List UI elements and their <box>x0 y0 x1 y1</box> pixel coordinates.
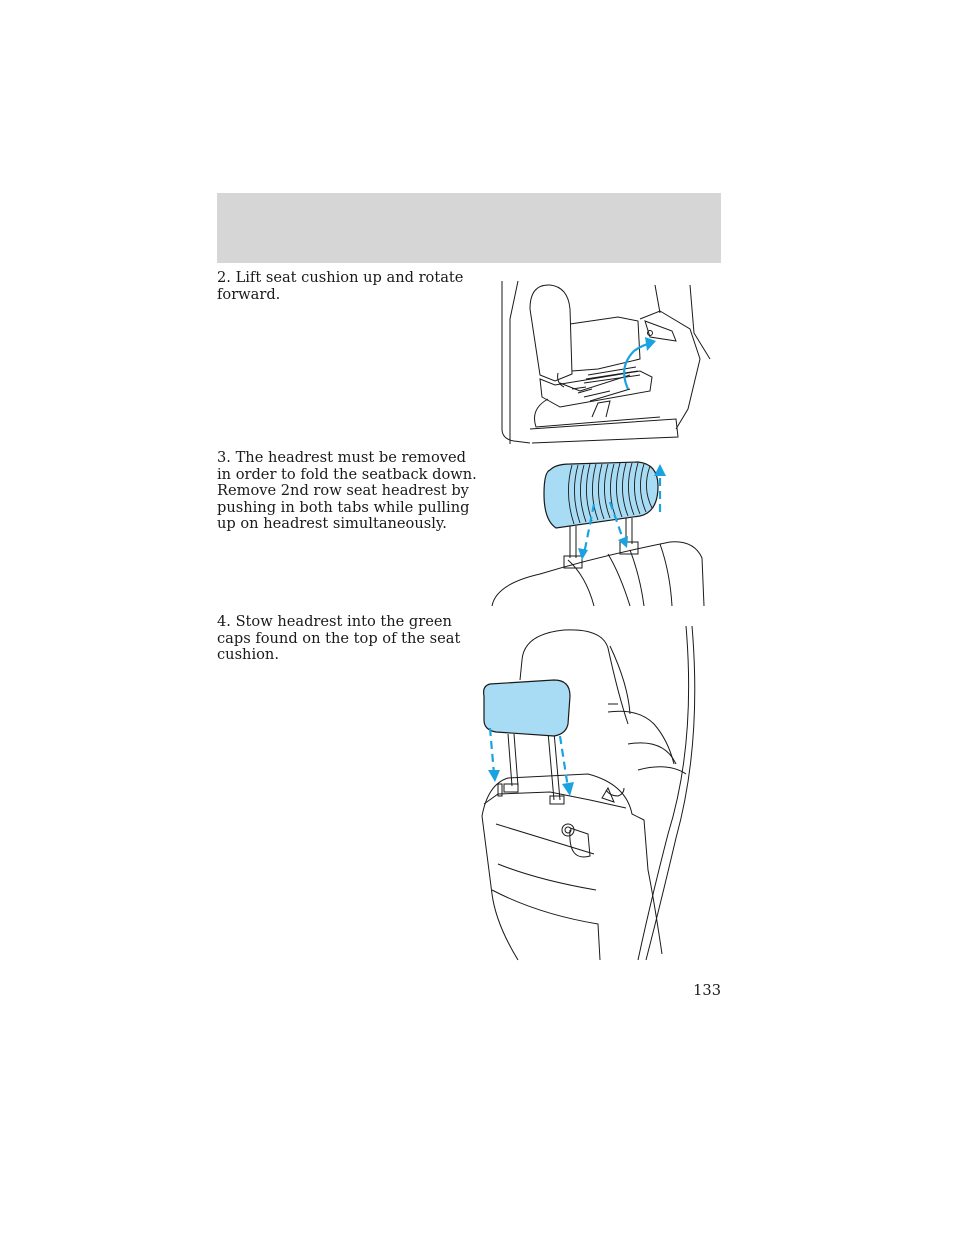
rotate-arrowhead <box>645 337 656 351</box>
stow-arrow-left <box>490 728 494 774</box>
step-4-text: 4. Stow headrest into the green caps found on the top of the seat cushion. <box>217 613 461 663</box>
step-3-text: 3. The headrest must be removed in order to fold the seatback down. Remove 2nd row seat headrest by pushing in both tabs while pulling up on headrest simultaneously. <box>217 449 477 532</box>
page-number: 133 <box>693 982 721 999</box>
headrest-removal-illustration <box>490 456 706 608</box>
headrest-removal-headrest <box>544 462 658 528</box>
stowed-headrest <box>484 680 570 736</box>
step-2-text: 2. Lift seat cushion up and rotate forward. <box>217 269 464 303</box>
seat-cushion-rotate-illustration <box>500 279 712 447</box>
headrest-stow-illustration <box>478 624 708 962</box>
stow-arrow-right <box>560 736 568 788</box>
section-header-band <box>217 193 721 263</box>
